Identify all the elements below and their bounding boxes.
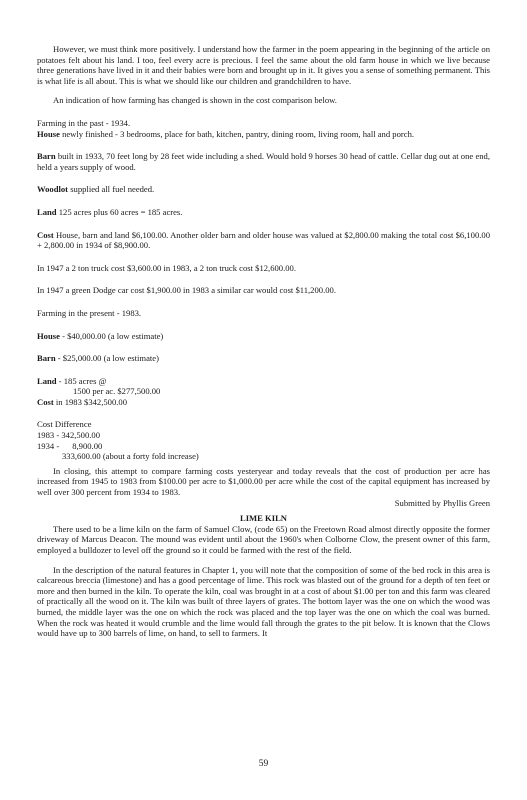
page-number: 59 [258, 759, 269, 769]
truck-cost: In 1947 a 2 ton truck cost $3,600.00 in 1983, a 2 ton truck cost $12,600.00. [37, 262, 296, 273]
past-cost-label: Cost [37, 229, 54, 240]
past-heading: Farming in the past - 1934. [37, 117, 131, 128]
present-house-text: - $40,000.00 (a low estimate) [59, 330, 164, 341]
present-cost-text: in 1983 $342,500.00 [53, 396, 128, 407]
present-cost [37, 397, 490, 408]
cost-difference-heading: Cost Difference [37, 419, 92, 430]
present-land-text: - 185 acres @ [56, 375, 107, 386]
present-barn-label: Barn [37, 353, 56, 364]
past-woodlot-label: Woodlot [37, 184, 69, 195]
cost-difference-1934-year: 1934 - [37, 440, 60, 451]
lime-kiln-paragraph-1: There used to be a lime kiln on the farm of Samuel Clow, (code 65) on the Freetown Road almost directly opposite the former driveway of Marcus Deacon. The mound was evident until about the 1960's when Colborne Clow, the present owner of this farm, employed a bulldozer to level off the ground so it could be farmed with the rest of the field. [37, 523, 490, 555]
intro-comparison-note: An indication of how farming has changed is shown in the cost comparison below. [53, 95, 337, 106]
lime-kiln-title: LIME KILN [239, 513, 288, 524]
present-house-label: House [37, 330, 60, 341]
present-barn [37, 353, 490, 364]
past-woodlot [37, 184, 490, 195]
present-land [37, 376, 490, 387]
past-woodlot-text: supplied all fuel needed. [68, 184, 155, 195]
present-land-label: Land [37, 375, 57, 386]
cost-difference-1934 [37, 441, 490, 452]
cost-difference-total: 333,600.00 (about a forty fold increase) [62, 451, 199, 462]
past-cost-text: House, barn and land $6,100.00. Another older barn and older house was valued at $2,800.00 making the total cost $6,100.00 + 2,800.00 in 1934 of $8,900.00. [37, 229, 490, 251]
past-land-text: 125 acres plus 60 acres = 185 acres. [56, 206, 183, 217]
cost-difference-1983: 1983 - 342,500.00 [37, 430, 101, 441]
lime-kiln-paragraph-2: In the description of the natural features in Chapter 1, you will note that the composition of some of the bed rock in this area is calcareous breccia (limestone) and has a good percentage of lime. This rock was blasted out of the ground for a depth of ten feet or more and then burned in the kiln. To operate the kiln, coal was brought in at a cost of about $1.00 per ton and this farm was cleared of practically all the wood on it. The kiln was built of three layers of grates. The bottom layer was the one on which the wood was burned, the middle layer was the one on which the rock was placed and the top layer was the one on which the coal was burned. When the rock was heated it would crumble and the lime would fall through the grates to the pit below. It is known that the Clows would have up to 300 barrels of lime, on hand, to sell to farmers. It [37, 564, 490, 639]
closing-paragraph: In closing, this attempt to compare farming costs yesteryear and today reveals that the cost of production per acre has increased from 1945 to 1983 from $100.00 per acre to $1,000.00 per acre while the cost of the capital equipment has increased by well over 300 percent from 1934 to 1983. [37, 465, 490, 498]
signature: Submitted by Phyllis Green [394, 497, 490, 508]
past-house-label: House [37, 128, 60, 139]
past-land [37, 207, 490, 218]
present-barn-text: - $25,000.00 (a low estimate) [55, 353, 159, 364]
cost-difference-1934-amount: 8,900.00 [72, 440, 103, 451]
intro-paragraph: However, we must think more positively. I understand how the farmer in the poem appearing in the beginning of the article on potatoes felt about his land. I too, feel every acre is precious. I feel the same about the old farm house in which we live because three generations have lived in it and their babies were born and brought up in it. It gives you a sense of something permanent. This is what life is all about. This is what we should like our children and grandchildren to have. [37, 44, 490, 86]
past-land-label: Land [37, 206, 57, 217]
car-cost: In 1947 a green Dodge car cost $1,900.00 in 1983 a similar car would cost $11,200.00. [37, 285, 336, 296]
present-house [37, 331, 490, 342]
past-barn-label: Barn [37, 151, 56, 162]
present-cost-label: Cost [37, 396, 54, 407]
present-heading: Farming in the present - 1983. [37, 307, 142, 318]
past-house-text: newly finished - 3 bedrooms, place for bath, kitchen, pantry, dining room, living room, hall and porch. [59, 128, 415, 139]
present-land-detail: 1500 per ac. $277,500.00 [73, 386, 161, 397]
past-barn-text: built in 1933, 70 feet long by 28 feet wide including a shed. Would hold 9 horses 30 head of cattle. Cellar dug out at one end, held a years supply of wood. [37, 151, 490, 172]
past-cost [37, 230, 490, 251]
past-barn [37, 151, 490, 172]
past-house [37, 129, 490, 140]
page-content [37, 44, 490, 639]
